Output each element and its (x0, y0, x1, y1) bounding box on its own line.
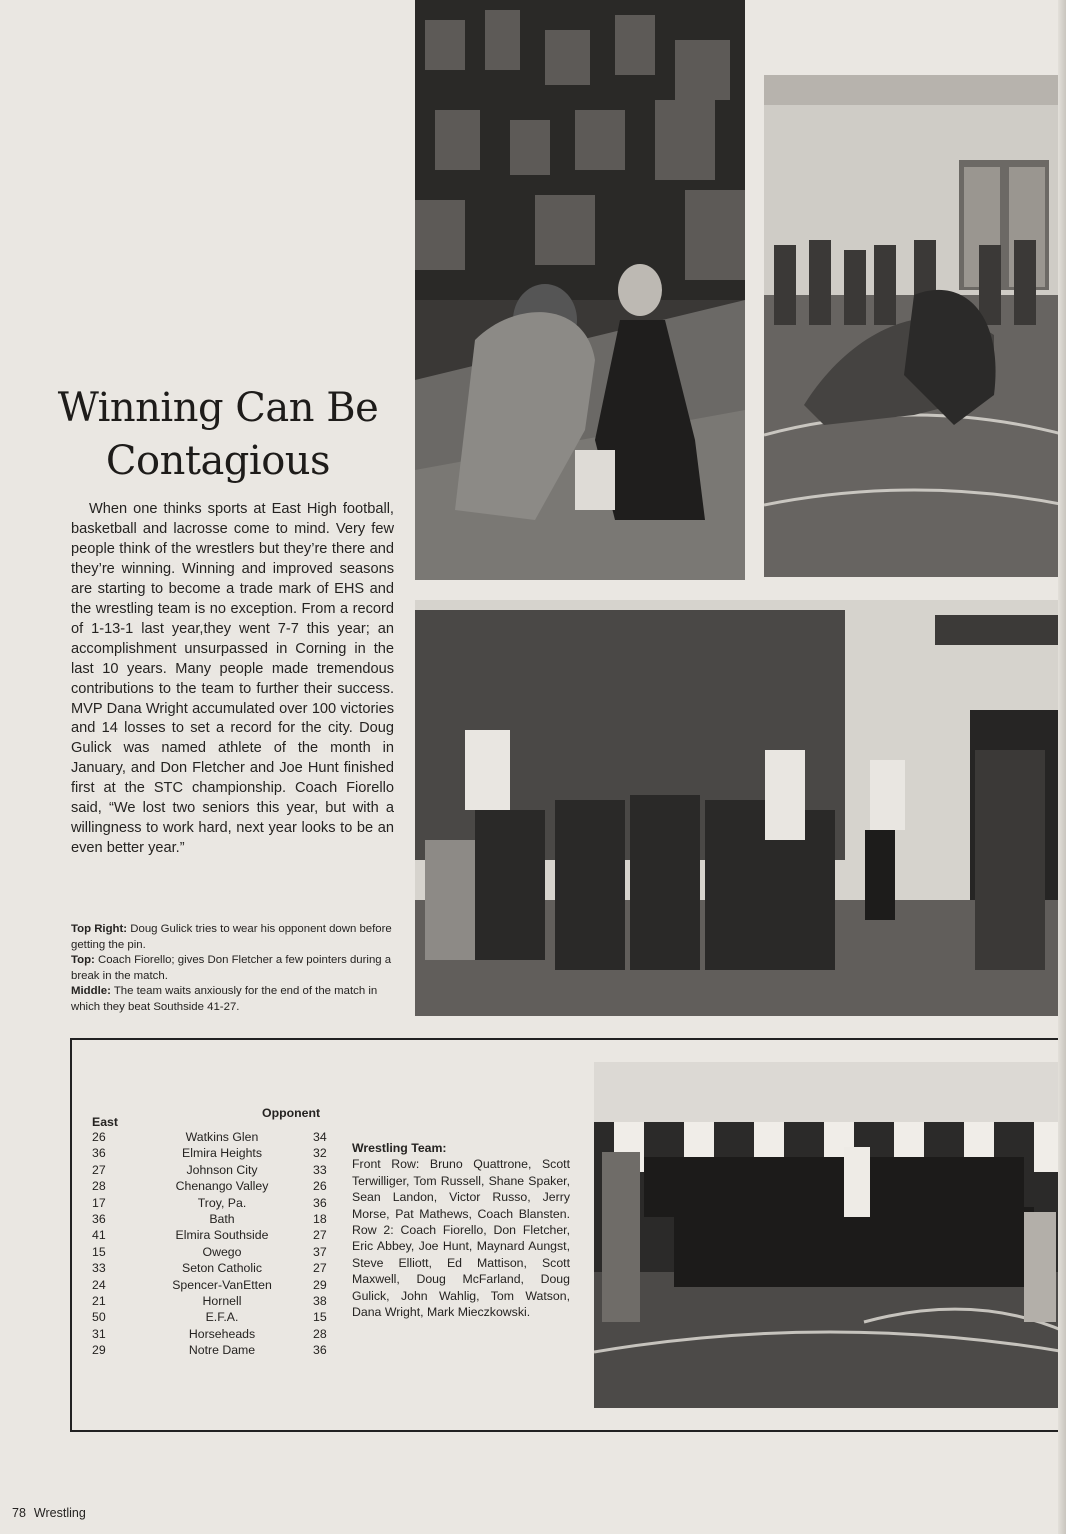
caption-text: Coach Fiorello; gives Don Fletcher a few pointers during a break in the match. (71, 954, 392, 982)
opponent-name: Notre Dame (188, 1343, 256, 1358)
score-opponent: 18 (313, 1211, 327, 1226)
score-opponent: 27 (313, 1228, 327, 1243)
schedule-row (92, 1211, 332, 1227)
score-east: 27 (92, 1162, 106, 1177)
header-opponent: Opponent (262, 1106, 321, 1120)
schedule-row (92, 1326, 332, 1342)
score-opponent: 27 (313, 1261, 327, 1276)
schedule-row (92, 1129, 332, 1145)
score-east: 36 (92, 1146, 106, 1161)
schedule-row (92, 1342, 332, 1358)
score-opponent: 36 (313, 1195, 327, 1210)
caption-middle (71, 984, 397, 1015)
score-opponent: 32 (313, 1146, 327, 1161)
score-east: 28 (92, 1179, 106, 1194)
page-spine-shadow (1058, 0, 1066, 1534)
opponent-name: Hornell (202, 1293, 242, 1308)
score-opponent: 29 (313, 1277, 327, 1292)
section-name: Wrestling (33, 1506, 86, 1520)
opponent-name: Horseheads (188, 1326, 256, 1341)
team-roster (352, 1140, 570, 1320)
score-east: 26 (92, 1130, 106, 1144)
opponent-name: Elmira Heights (182, 1146, 262, 1161)
schedule-header (92, 1106, 332, 1129)
page-number: 78 (12, 1506, 26, 1520)
schedule-row (92, 1293, 332, 1309)
opponent-name: Watkins Glen (185, 1130, 259, 1144)
opponent-name: Johnson City (186, 1162, 258, 1177)
header-east: East (92, 1115, 118, 1129)
opponent-name: Chenango Valley (175, 1179, 269, 1194)
opponent-name: Elmira Southside (175, 1228, 269, 1243)
opponent-name: E.F.A. (205, 1310, 239, 1325)
schedule-row (92, 1178, 332, 1194)
score-east: 21 (92, 1293, 106, 1308)
score-opponent: 34 (313, 1130, 327, 1144)
team-names: Front Row: Bruno Quattrone, Scott Terwilliger, Tom Russell, Shane Spaker, Sean Landon, Victor Russo, Jerry Morse, Pat Mathews, Coach Blansten. Row 2: Coach Fiorello, Don Fletcher, Eric Abbey, Joe Hunt, Maynard Aungst, Steve Elliott, Ed Mattison, Scott Maxwell, Doug McFarland, Doug Gulick, John Wahlig, Tom Watson, Dana Wright, Mark Mieczkowski. (352, 1157, 570, 1320)
score-east: 17 (92, 1195, 106, 1210)
schedule-row (92, 1277, 332, 1293)
photo-wrestlers-on-mat (764, 75, 1066, 577)
score-east: 41 (92, 1228, 106, 1243)
schedule-row (92, 1260, 332, 1276)
score-east: 36 (92, 1211, 106, 1226)
score-opponent: 28 (313, 1326, 327, 1341)
score-opponent: 15 (313, 1310, 327, 1325)
article-body: When one thinks sports at East High football, basketball and lacrosse come to mind. Very few people think of the wrestlers but they’re there and they’re winning. Winning and improved seasons are starting to become a trade mark of EHS and the wrestling team is no exception. From a record of 1-13-1 last year,they went 7-7 this year; an accomplishment unsurpassed in Corning in the last 10 years. Many people made tremendous contributions to the team to further their success. MVP Dana Wright accumulated over 100 victories and 14 losses to set a record for the city. Doug Gulick was named athlete of the month in January, and Don Fletcher and Joe Hunt finished first at the STC championship. Coach Fiorello said, “We lost two seniors this year, but with a willingness to work hard, next year looks to be an even better year.” (71, 501, 394, 857)
score-east: 15 (92, 1244, 106, 1259)
caption-top (71, 953, 397, 984)
score-east: 29 (92, 1343, 106, 1358)
opponent-name: Seton Catholic (182, 1261, 262, 1276)
schedule-row (92, 1227, 332, 1243)
schedule-row (92, 1145, 332, 1161)
headline: Winning Can Be Contagious (57, 385, 379, 484)
schedule-row (92, 1162, 332, 1178)
score-opponent: 33 (313, 1162, 327, 1177)
team-title: Wrestling Team: (352, 1141, 447, 1155)
score-east: 24 (92, 1277, 106, 1292)
opponent-name: Spencer-VanEtten (172, 1277, 272, 1292)
caption-label: Middle: (71, 985, 111, 998)
score-east: 50 (92, 1310, 106, 1325)
caption-text: Doug Gulick tries to wear his opponent down before getting the pin. (71, 923, 392, 951)
score-east: 33 (92, 1261, 106, 1276)
caption-label: Top Right: (71, 923, 128, 935)
photo-coach-and-wrestler (415, 0, 745, 580)
score-opponent: 38 (313, 1293, 327, 1308)
caption-top-right (71, 922, 397, 953)
score-opponent: 36 (313, 1343, 327, 1358)
opponent-name: Bath (209, 1211, 235, 1226)
opponent-name: Owego (202, 1244, 242, 1259)
score-opponent: 37 (313, 1244, 327, 1259)
score-opponent: 26 (313, 1179, 327, 1194)
schedule-row (92, 1195, 332, 1211)
photo-team-on-bench (415, 600, 1066, 1016)
schedule-row (92, 1244, 332, 1260)
caption-text: The team waits anxiously for the end of the match in which they beat Southside 41-27. (71, 985, 378, 1013)
opponent-name: Troy, Pa. (197, 1195, 247, 1210)
schedule-table (92, 1106, 332, 1358)
schedule-rows (92, 1129, 332, 1358)
schedule-row (92, 1309, 332, 1325)
score-east: 31 (92, 1326, 106, 1341)
photo-captions (71, 922, 397, 1016)
caption-label: Top: (71, 954, 95, 967)
page-footer (12, 1506, 94, 1520)
